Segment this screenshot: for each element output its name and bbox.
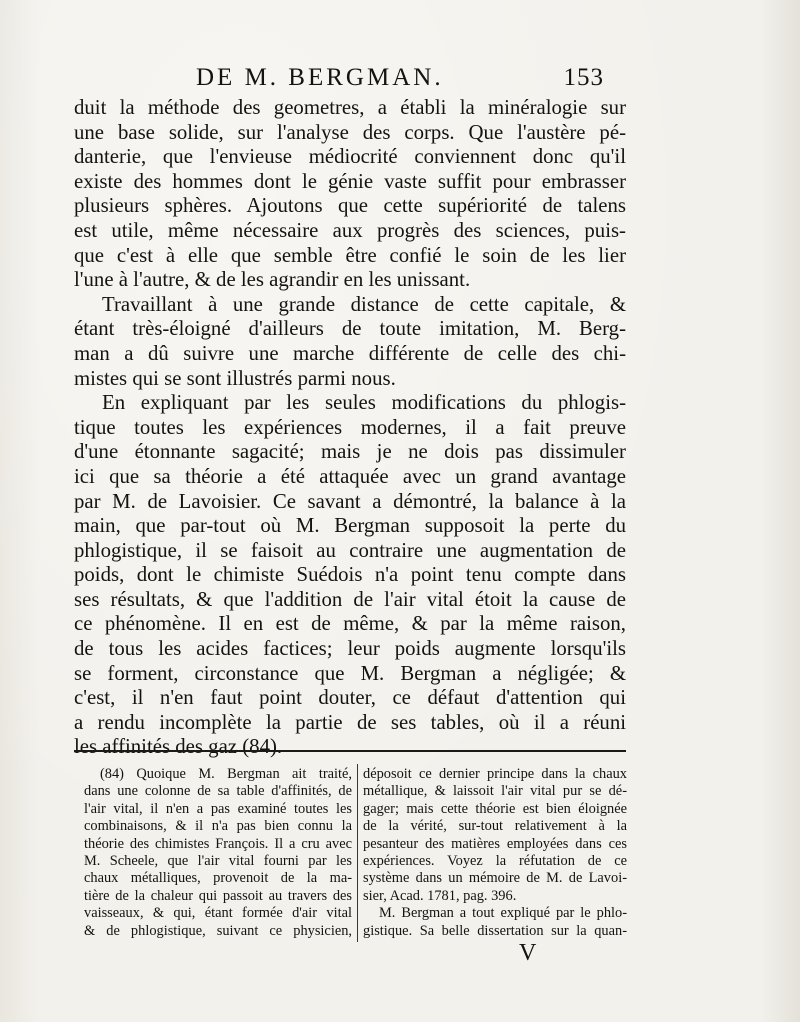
footnote-line: M. Bergman a tout expliqué par le phlo- bbox=[379, 905, 627, 922]
text-line: main, que par-tout où M. Bergman supposoit la perte du bbox=[74, 514, 626, 538]
text-line: est utile, même nécessaire aux progrès des sciences, puis- bbox=[74, 218, 626, 242]
footnote-line: métallique, & laissoit l'air vital pur se dé- bbox=[363, 783, 627, 800]
text-line: l'une à l'autre, & de les agrandir en les unissant. bbox=[74, 268, 471, 292]
text-line: mistes qui se sont illustrés parmi nous. bbox=[74, 366, 396, 390]
footnote-line: gistique. Sa belle dissertation sur la quan- bbox=[363, 922, 627, 939]
footnote-line: combinaisons, & il n'a pas bien connu la bbox=[84, 818, 352, 835]
text-line: danterie, que l'envieuse médiocrité conviennent donc qu'il bbox=[74, 145, 626, 169]
footnote-line: vaisseaux, & qui, étant formée d'air vital bbox=[84, 905, 352, 922]
text-line: se forment, circonstance que M. Bergman a négligée; & bbox=[74, 661, 626, 685]
text-line: existe des hommes dont le génie vaste suffit pour embrasser bbox=[74, 169, 626, 193]
text-line: c'est, il n'en faut point douter, ce défaut d'attention qui bbox=[74, 686, 626, 710]
text-line: par M. de Lavoisier. Ce savant a démontré, la balance à la bbox=[74, 489, 626, 513]
page-header bbox=[196, 64, 604, 98]
text-line: man a dû suivre une marche différente de celle des chi- bbox=[74, 341, 626, 365]
footnote-line: M. Scheele, que l'air vital fourni par les bbox=[84, 852, 352, 869]
text-line: plusieurs sphères. Ajoutons que cette supériorité de talens bbox=[74, 194, 626, 218]
footnote-line: dans une colonne de sa table d'affinités, de bbox=[84, 783, 352, 800]
signature-mark: V bbox=[519, 940, 537, 966]
text-line: tique toutes les expériences modernes, il a fait preuve bbox=[74, 415, 626, 439]
footnote-line: système dans un mémoire de M. de Lavoi- bbox=[363, 870, 627, 887]
footnote-line: (84) Quoique M. Bergman ait traité, bbox=[100, 766, 352, 782]
footnote-column-left bbox=[84, 766, 352, 940]
text-line: poids, dont le chimiste Suédois n'a point tenu compte dans bbox=[74, 563, 626, 587]
text-line: une base solide, sur l'analyse des corps. Que l'austère pé- bbox=[74, 120, 626, 144]
main-text bbox=[74, 96, 626, 760]
running-head: DE M. BERGMAN. bbox=[196, 64, 444, 91]
footnote-line: chaux métalliques, provenoit de la ma- bbox=[84, 870, 352, 887]
footnote-line: sier, Acad. 1781, pag. 396. bbox=[363, 887, 517, 904]
text-line: ici que sa théorie a été attaquée avec un grand avantage bbox=[74, 464, 626, 488]
footnote-line: théorie des chimistes François. Il a cru avec bbox=[84, 835, 352, 852]
text-line: que c'est à elle que semble être confié le soin de les lier bbox=[74, 243, 626, 267]
footnote-line: tière de la chaleur qui passoit au travers des bbox=[84, 887, 352, 904]
text-line: phlogistique, il se faisoit au contraire une augmentation de bbox=[74, 538, 626, 562]
text-line: Travaillant à une grande distance de cette capitale, & bbox=[102, 292, 626, 316]
text-line: les affinités des gaz (84). bbox=[74, 735, 283, 759]
page-number: 153 bbox=[563, 64, 604, 91]
footnote-line: déposoit ce dernier principe dans la chaux bbox=[363, 766, 627, 782]
footnote-line: expériences. Voyez la réfutation de ce bbox=[363, 852, 627, 869]
text-line: d'une étonnante sagacité; mais je ne dois pas dissimuler bbox=[74, 440, 626, 464]
text-line: étant très-éloigné d'ailleurs de toute imitation, M. Berg- bbox=[74, 317, 626, 341]
footnote-separator-rule bbox=[74, 750, 626, 752]
footnote-line: pesanteur des matières employées dans ces bbox=[363, 835, 627, 852]
text-line: ses résultats, & que l'addition de l'air vital étoit la cause de bbox=[74, 587, 626, 611]
footnote-column-divider bbox=[357, 764, 358, 942]
footnote-line: & de phlogistique, suivant ce physicien, bbox=[84, 922, 352, 939]
text-line: duit la méthode des geometres, a établi la minéralogie sur bbox=[74, 96, 626, 119]
text-line: a rendu incomplète la partie de ses tables, où il a réuni bbox=[74, 710, 626, 734]
footnote-line: l'air vital, il n'en a pas examiné toutes les bbox=[84, 800, 352, 817]
footnote-line: gager; mais cette théorie est bien éloignée bbox=[363, 800, 627, 817]
footnote-line: de la vérité, sur-tout relativement à la bbox=[363, 818, 627, 835]
footnote-column-right bbox=[363, 766, 627, 940]
text-line: de tous les acides factices; leur poids augmente lorsqu'ils bbox=[74, 637, 626, 661]
text-line: ce phénomène. Il en est de même, & par la même raison, bbox=[74, 612, 626, 636]
text-line: En expliquant par les seules modifications du phlogis- bbox=[102, 391, 626, 415]
